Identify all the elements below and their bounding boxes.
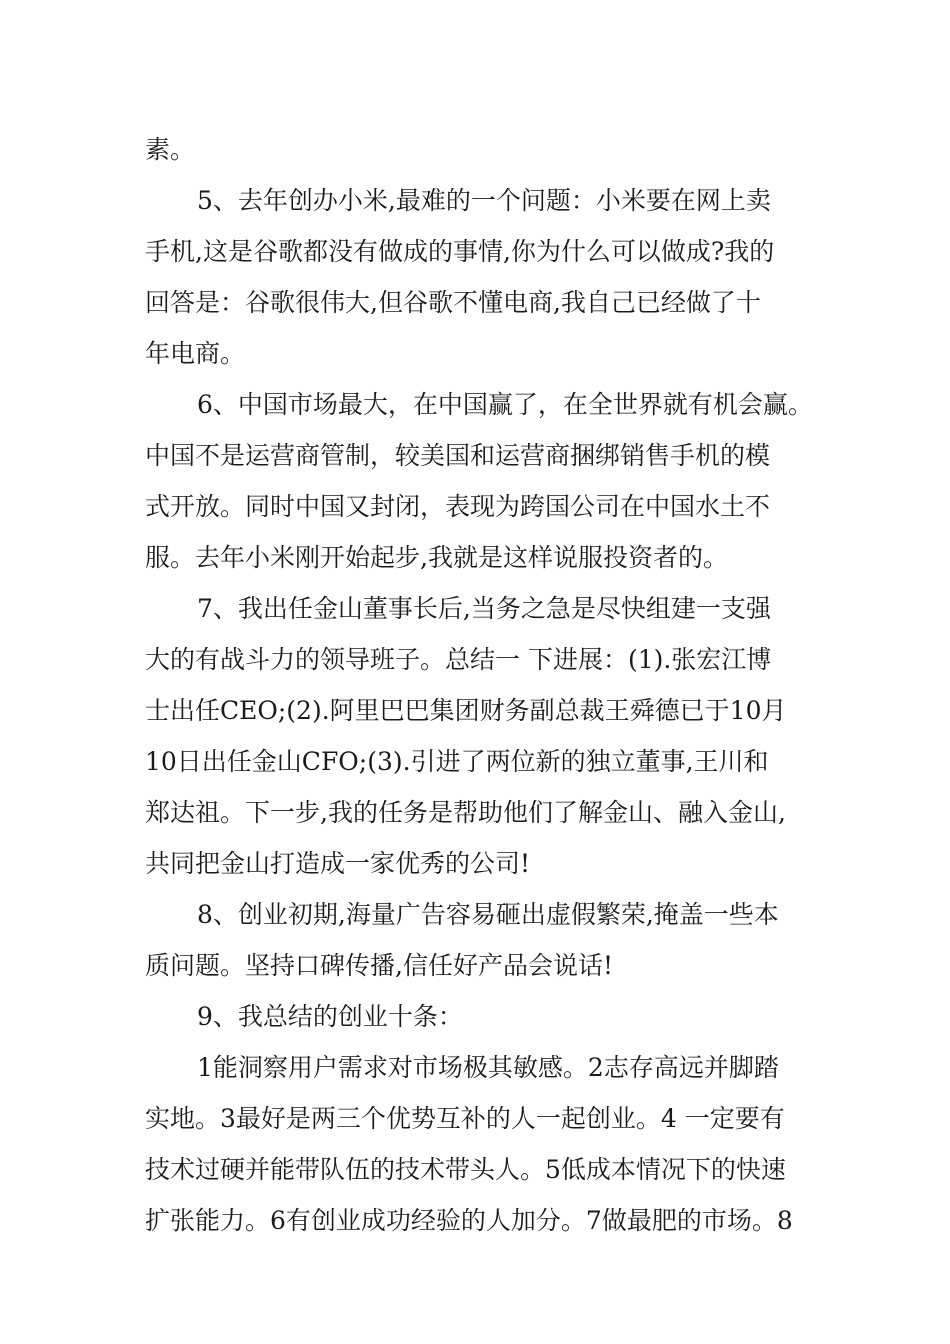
text-line: 回答是：谷歌很伟大,但谷歌不懂电商,我自己已经做了十 bbox=[145, 288, 761, 317]
text-line: 质问题。坚持口碑传播,信任好产品会说话! bbox=[145, 951, 613, 980]
text-line: 年电商。 bbox=[145, 339, 246, 368]
text-line: 7、我出任金山董事长后,当务之急是尽快组建一支强 bbox=[197, 594, 771, 623]
text-line: 9、我总结的创业十条： bbox=[197, 1002, 463, 1031]
text-line: 扩张能力。6有创业成功经验的人加分。7做最肥的市场。8 bbox=[145, 1206, 793, 1235]
paragraph-item-7 bbox=[145, 583, 815, 889]
paragraph-list-items bbox=[145, 1042, 815, 1246]
paragraph-continuation bbox=[145, 124, 815, 175]
paragraph-item-8 bbox=[145, 889, 815, 991]
text-line: 1能洞察用户需求对市场极其敏感。2志存高远并脚踏 bbox=[197, 1053, 779, 1082]
text-line: 技术过硬并能带队伍的技术带头人。5低成本情况下的快速 bbox=[145, 1155, 786, 1184]
text-line: 手机,这是谷歌都没有做成的事情,你为什么可以做成?我的 bbox=[145, 237, 775, 266]
text-line: 8、创业初期,海量广告容易砸出虚假繁荣,掩盖一些本 bbox=[197, 900, 779, 929]
text-line: 士出任CEO;(2).阿里巴巴集团财务副总裁王舜德已于10月 bbox=[145, 696, 787, 725]
document-body bbox=[145, 124, 815, 1246]
text-line: 共同把金山打造成一家优秀的公司! bbox=[145, 849, 531, 878]
text-line: 5、去年创办小米,最难的一个问题：小米要在网上卖 bbox=[197, 186, 771, 215]
text-line: 郑达祖。下一步,我的任务是帮助他们了解金山、融入金山, bbox=[145, 798, 786, 827]
text-line: 6、中国市场最大，在中国赢了，在全世界就有机会赢。 bbox=[197, 390, 813, 419]
text-line: 实地。3最好是两三个优势互补的人一起创业。4 一定要有 bbox=[145, 1104, 785, 1133]
paragraph-item-5 bbox=[145, 175, 815, 379]
text-line: 大的有战斗力的领导班子。总结一 下进展：(1).张宏江博 bbox=[145, 645, 772, 674]
paragraph-item-6 bbox=[145, 379, 815, 583]
text-line: 10日出任金山CFO;(3).引进了两位新的独立董事,王川和 bbox=[145, 747, 769, 776]
text-line: 中国不是运营商管制，较美国和运营商捆绑销售手机的模 bbox=[145, 441, 771, 470]
text-line: 式开放。同时中国又封闭，表现为跨国公司在中国水土不 bbox=[145, 492, 771, 521]
text-line: 服。去年小米刚开始起步,我就是这样说服投资者的。 bbox=[145, 543, 728, 572]
paragraph-item-9 bbox=[145, 991, 815, 1042]
text-line: 素。 bbox=[145, 135, 196, 164]
